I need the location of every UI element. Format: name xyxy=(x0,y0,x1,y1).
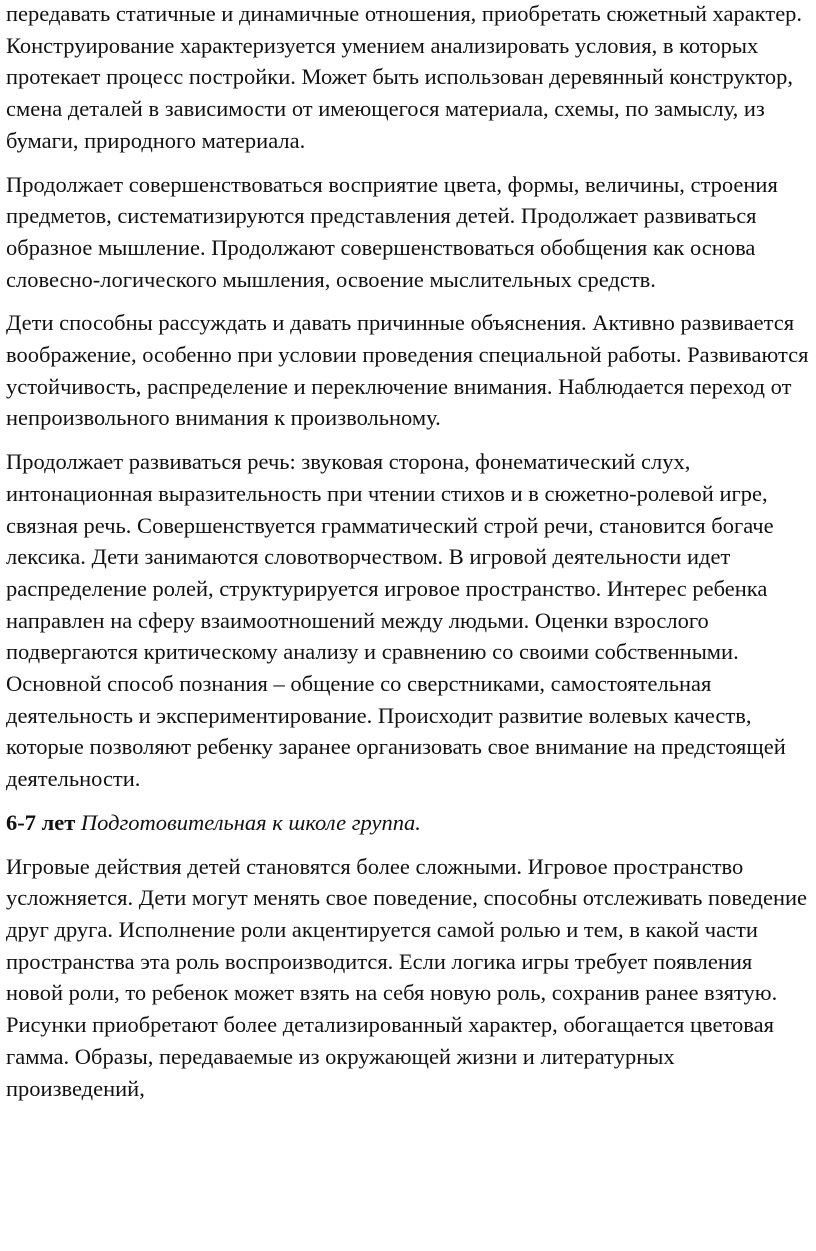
paragraph-speech: Продолжает развиваться речь: звуковая сторона, фонематический слух, интонационная выразительность при чтении стихов и в сюжетно-ролевой игре, связная речь. Совершенствуется грамматический строй речи, становится богаче лексика. Дети занимаются словотворчеством. В игровой деятельности идет распределение ролей, структурируется игровое пространство. Интерес ребенка направлен на сферу взаимоотношений между людьми. Оценки взрослого подвергаются критическому анализу и сравнению со своими собственными. Основной способ познания – общение со сверстниками, самостоятельная деятельность и экспериментирование. Происходит развитие волевых качеств, которые позволяют ребенку заранее организовать свое внимание на предстоящей деятельности. xyxy=(6,449,786,792)
paragraph-perception: Продолжает совершенствоваться восприятие цвета, формы, величины, строения предметов, систематизируются представления детей. Продолжает развиваться образное мышление. Продолжают совершенствоваться обобщения как основа словесно-логического мышления, освоение мыслительных средств. xyxy=(6,171,778,292)
section-heading-group: Подготовительная к школе группа. xyxy=(80,809,421,835)
paragraph-construction: передавать статичные и динамичные отношения, приобретать сюжетный характер. Конструирование характеризуется умением анализировать условия, в которых протекает процесс постройки. Может быть использован деревянный конструктор, смена деталей в зависимости от имеющегося материала, схемы, по замыслу, из бумаги, природного материала. xyxy=(6,1,803,153)
section-heading-age: 6-7 лет xyxy=(6,809,76,835)
section-heading xyxy=(6,807,812,839)
paragraph-imagination: Дети способны рассуждать и давать причинные объяснения. Активно развивается воображение, особенно при условии проведения специальной работы. Развиваются устойчивость, распределение и переключение внимания. Наблюдается переход от непроизвольного внимания к произвольному. xyxy=(6,310,809,431)
paragraph-play-actions: Игровые действия детей становятся более сложными. Игровое пространство усложняется. Дети могут менять свое поведение, способны отслеживать поведение друг друга. Исполнение роли акцентируется самой ролью и тем, в какой части пространства эта роль воспроизводится. Если логика игры требует появления новой роли, то ребенок может взять на себя новую роль, сохранив ранее взятую. Рисунки приобретают более детализированный характер, обогащается цветовая гамма. Образы, передаваемые из окружающей жизни и литературных произведений, xyxy=(6,853,808,1101)
